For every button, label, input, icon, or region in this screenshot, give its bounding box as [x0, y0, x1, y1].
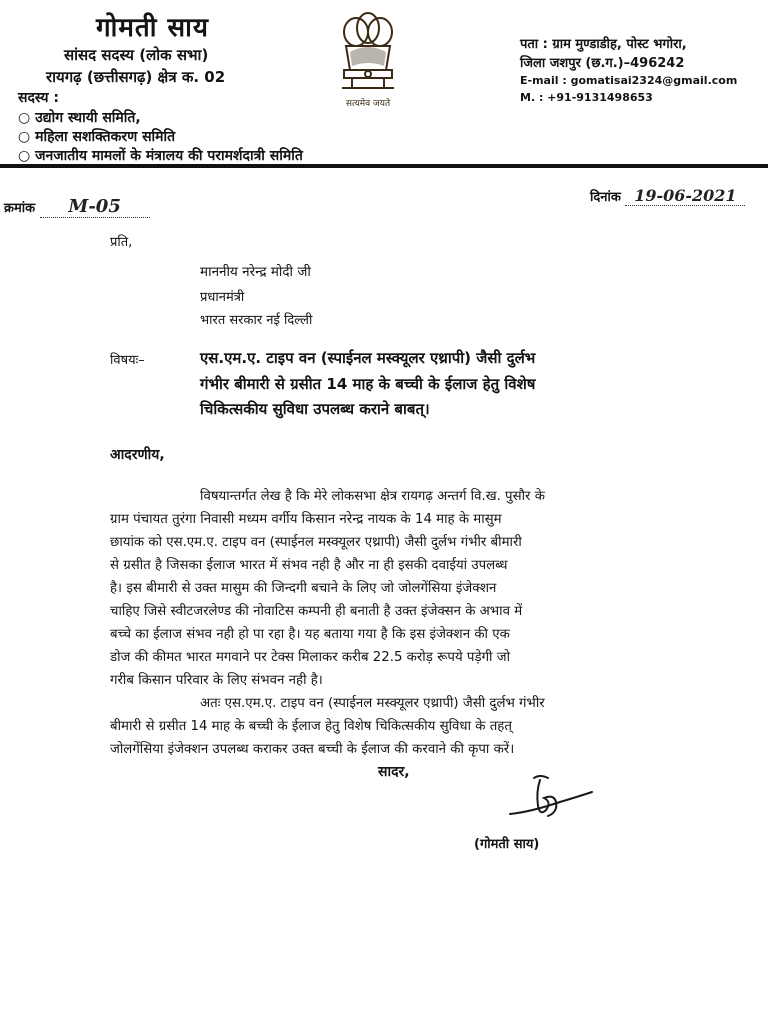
body-line: बीमारी से ग्रसीत 14 माह के बच्ची के ईलाज हेतु विशेष चिकित्सकीय सुविधा के तहत् — [110, 719, 512, 734]
ref-number — [4, 196, 150, 218]
body-line: छायांक को एस.एम.ए. टाइप वन (स्पाईनल मस्क्यूलर एथ्रापी) जैसी दुर्लभ गंभीर बीमारी — [110, 535, 522, 550]
addressee-org: भारत सरकार नई दिल्ली — [200, 313, 313, 328]
addressee-name: माननीय नरेन्द्र मोदी जी — [200, 264, 311, 280]
committee-item: ○ महिला सशक्तिकरण समिति — [18, 129, 176, 145]
committee-item: ○ जनजातीय मामलों के मंत्रालय की परामर्शदात्री समिति — [18, 148, 303, 164]
committee-item: ○ उद्योग स्थायी समिति, — [18, 110, 141, 126]
designation: सांसद सदस्य (लोक सभा) — [64, 46, 209, 64]
body-line: से ग्रसीत है जिसका ईलाज भारत में संभव नही है और ना ही इसकी दवाईयां उपलब्ध — [110, 558, 508, 573]
ref-value: M-05 — [40, 196, 150, 218]
prati: प्रति, — [110, 235, 133, 250]
member-label: सदस्य : — [18, 90, 59, 106]
subject-label: विषयः– — [110, 353, 145, 368]
committee-text: जनजातीय मामलों के मंत्रालय की परामर्शदात्री समिति — [35, 148, 303, 164]
subject-line: गंभीर बीमारी से ग्रसीत 14 माह के बच्ची के ईलाज हेतु विशेष — [200, 375, 536, 393]
committee-text: उद्योग स्थायी समिति, — [35, 110, 141, 126]
ref-label: क्रमांक — [4, 201, 36, 216]
body-line: अतः एस.एम.ए. टाइप वन (स्पाईनल मस्क्यूलर एथ्रापी) जैसी दुर्लभ गंभीर — [200, 696, 545, 711]
signatory: (गोमती साय) — [474, 837, 540, 852]
emblem-motto: सत्यमेव जयते — [345, 99, 391, 109]
subject-line: चिकित्सकीय सुविधा उपलब्ध कराने बाबत्। — [200, 400, 430, 418]
national-emblem-icon — [330, 6, 406, 118]
date-label: दिनांक — [590, 190, 621, 205]
body-line: जोलगेंसिया इंजेक्शन उपलब्ध कराकर उक्त बच्ची के ईलाज की करवाने की कृपा करें। — [110, 742, 515, 757]
body-line: बच्चे का ईलाज संभव नही हो पा रहा है। यह बताया गया है कि इस इंजेक्शन की एक — [110, 627, 510, 642]
body-line: चाहिए जिसे स्वीटजरलेण्ड की नोवाटिस कम्पनी ही बनाती है उक्त इंजेक्सन के अभाव में — [110, 604, 523, 619]
body-line: है। इस बीमारी से उक्त मासुम की जिन्दगी बचाने के लिए जो जोलगेंसिया इंजेक्शन — [110, 581, 497, 596]
subject-line: एस.एम.ए. टाइप वन (स्पाईनल मस्क्यूलर एथ्रापी) जैसी दुर्लभ — [200, 349, 536, 367]
date-value: 19-06-2021 — [625, 186, 745, 206]
signature-icon — [500, 772, 600, 832]
closing: सादर, — [378, 764, 410, 780]
body-line: गरीब किसान परिवार के लिए संभवन नही है। — [110, 673, 323, 688]
committee-text: महिला सशक्तिकरण समिति — [35, 129, 176, 145]
addressee-title: प्रधानमंत्री — [200, 290, 245, 305]
letterhead-divider — [0, 164, 768, 168]
body-line: ग्राम पंचायत तुरंगा निवासी मध्यम वर्गीय किसान नरेन्द्र नायक के 14 माह के मासुम — [110, 512, 502, 527]
address-line-1: पता : ग्राम मुण्डाडीह, पोस्ट भगोरा, — [520, 37, 687, 52]
mobile: M. : +91-9131498653 — [520, 91, 653, 104]
address-line-2: जिला जशपुर (छ.ग.)–496242 — [520, 56, 685, 71]
letterhead-name: गोमती साय — [96, 13, 209, 43]
body-line: डोज की कीमत भारत मगवाने पर टेक्स मिलाकर करीब 22.5 करोड़ रूपये पड़ेगी जो — [110, 650, 511, 665]
constituency: रायगढ़ (छत्तीसगढ़) क्षेत्र क. 02 — [46, 68, 226, 86]
salutation: आदरणीय, — [110, 447, 165, 463]
body-line: विषयान्तर्गत लेख है कि मेरे लोकसभा क्षेत्र रायगढ़ अन्तर्ग वि.ख. पुसौर के — [200, 489, 545, 504]
date — [590, 186, 745, 206]
email: E-mail : gomatisai2324@gmail.com — [520, 74, 738, 87]
